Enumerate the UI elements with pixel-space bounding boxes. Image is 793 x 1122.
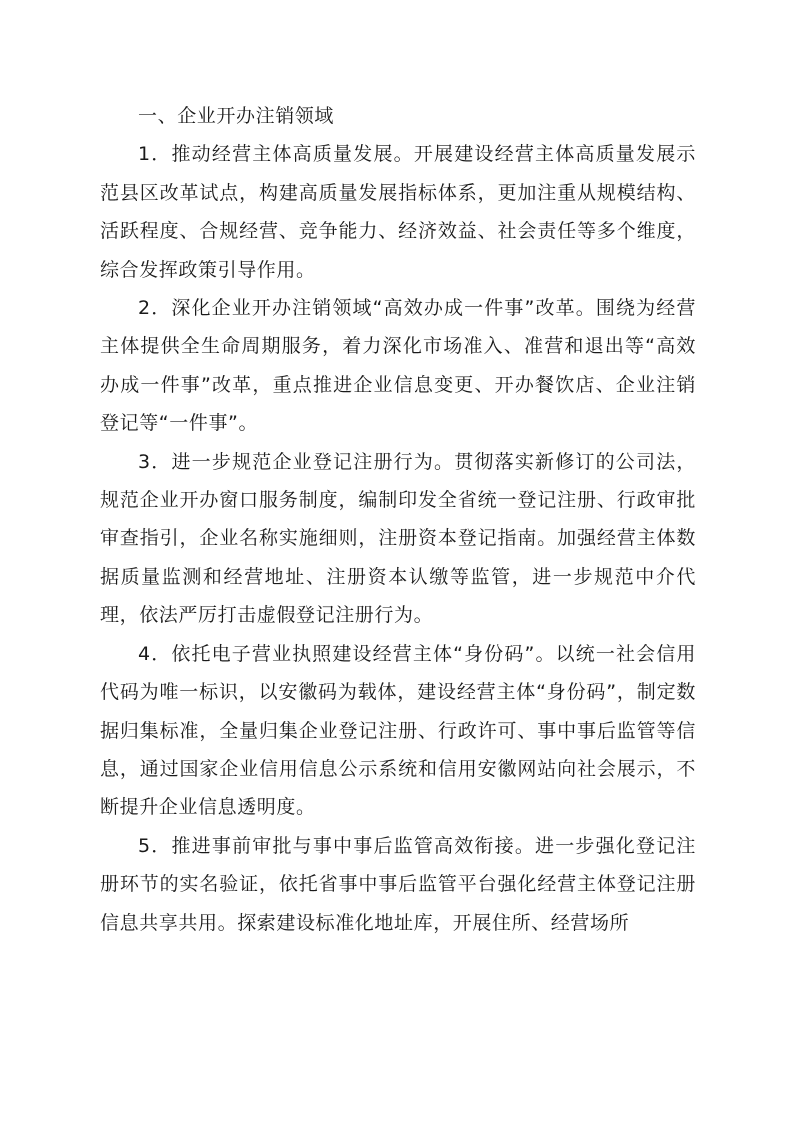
section-heading: 一、企业开办注销领域: [138, 105, 335, 127]
paragraph-2: 2．深化企业开办注销领域“高效办成一件事”改革。围绕为经营主体提供全生命周期服务，着力深化市场准入、准营和退出等“高效办成一件事”改革，重点推进企业信息变更、开办餐饮店、企业注销登记等“一件事”。: [100, 297, 696, 435]
paragraph-1: 1．推动经营主体高质量发展。开展建设经营主体高质量发展示范县区改革试点，构建高质量发展指标体系，更加注重从规模结构、活跃程度、合规经营、竞争能力、经济效益、社会责任等多个维度，综合发挥政策引导作用。: [100, 143, 696, 281]
paragraph-3: 3．进一步规范企业登记注册行为。贯彻落实新修订的公司法，规范企业开办窗口服务制度，编制印发全省统一登记注册、行政审批审查指引，企业名称实施细则，注册资本登记指南。加强经营主体数据质量监测和经营地址、注册资本认缴等监管，进一步规范中介代理，依法严厉打击虚假登记注册行为。: [100, 450, 696, 627]
paragraph-5: 5．推进事前审批与事中事后监管高效衔接。进一步强化登记注册环节的实名验证，依托省事中事后监管平台强化经营主体登记注册信息共享共用。探索建设标准化地址库，开展住所、经营场所: [100, 834, 696, 934]
paragraph-4: 4．依托电子营业执照建设经营主体“身份码”。以统一社会信用代码为唯一标识，以安徽码为载体，建设经营主体“身份码”，制定数据归集标准，全量归集企业登记注册、行政许可、事中事后监管等信息，通过国家企业信用信息公示系统和信用安徽网站向社会展示，不断提升企业信息透明度。: [100, 642, 696, 819]
document-body: [100, 97, 696, 942]
